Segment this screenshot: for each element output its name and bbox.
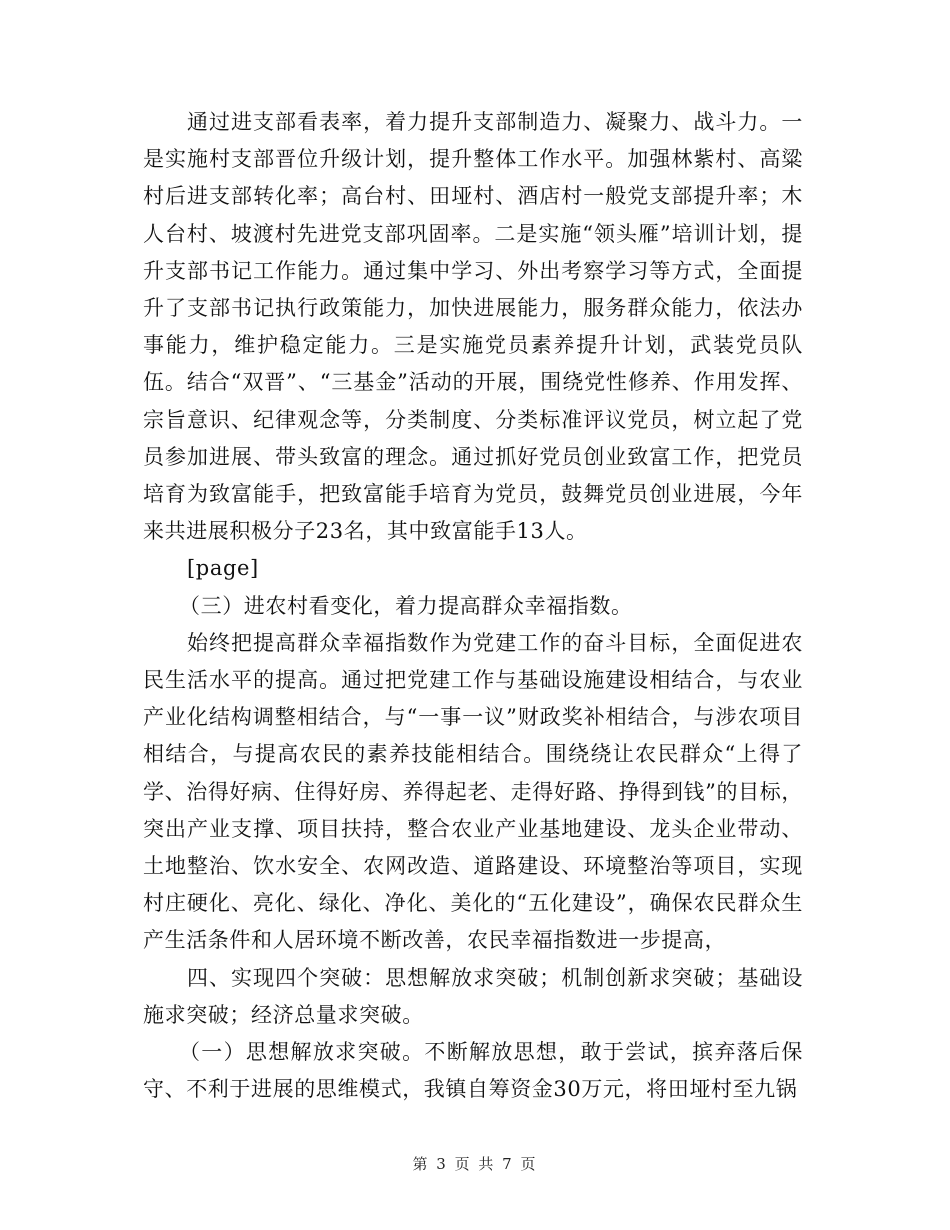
page-footer: 第 3 页 共 7 页 (412, 1155, 538, 1173)
paragraph-thought-liberation: （一）思想解放求突破。不断解放思想，敢于尝试，摈弃落后保守、不利于进展的思维模式，我镇自筹资金30万元，将田垭村至九锅 (143, 1040, 803, 1102)
section-heading-rural-change: （三）进农村看变化，着力提高群众幸福指数。 (179, 593, 633, 618)
document-body (143, 104, 803, 1108)
paragraph-happiness-index: 始终把提高群众幸福指数作为党建工作的奋斗目标，全面促进农民生活水平的提高。通过把党建工作与基础设施建设相结合，与农业产业化结构调整相结合，与“一事一议”财政奖补相结合，与涉农项目相结合，与提高农民的素养技能相结合。围绕绕让农民群众“上得了学、治得好病、住得好房、养得起老、走得好路、挣得到钱”的目标，突出产业支撑、项目扶持，整合农业产业基地建设、龙头企业带动、土地整治、饮水安全、农网改造、道路建设、环境整治等项目，实现村庄硬化、亮化、绿化、净化、美化的“五化建设”，确保农民群众生产生活条件和人居环境不断改善，农民幸福指数进一步提高， (143, 630, 803, 953)
page-marker: [page] (187, 556, 259, 581)
paragraph-branch-model: 通过进支部看表率，着力提升支部制造力、凝聚力、战斗力。一是实施村支部晋位升级计划，提升整体工作水平。加强林紫村、高粱村后进支部转化率；高台村、田垭村、酒店村一般党支部提升率；木人台村、坡渡村先进党支部巩固率。二是实施“领头雁”培训计划，提升支部书记工作能力。通过集中学习、外出考察学习等方式，全面提升了支部书记执行政策能力，加快进展能力，服务群众能力，依法办事能力，维护稳定能力。三是实施党员素养提升计划，武装党员队伍。结合“双晋”、“三基金”活动的开展，围绕党性修养、作用发挥、宗旨意识、纪律观念等，分类制度、分类标准评议党员，树立起了党员参加进展、带头致富的理念。通过抓好党员创业致富工作，把党员培育为致富能手，把致富能手培育为党员，鼓舞党员创业进展，今年来共进展积极分子23名，其中致富能手13人。 (143, 110, 803, 544)
section-heading-four-breakthroughs: 四、实现四个突破：思想解放求突破；机制创新求突破；基础设施求突破；经济总量求突破。 (143, 965, 803, 1027)
